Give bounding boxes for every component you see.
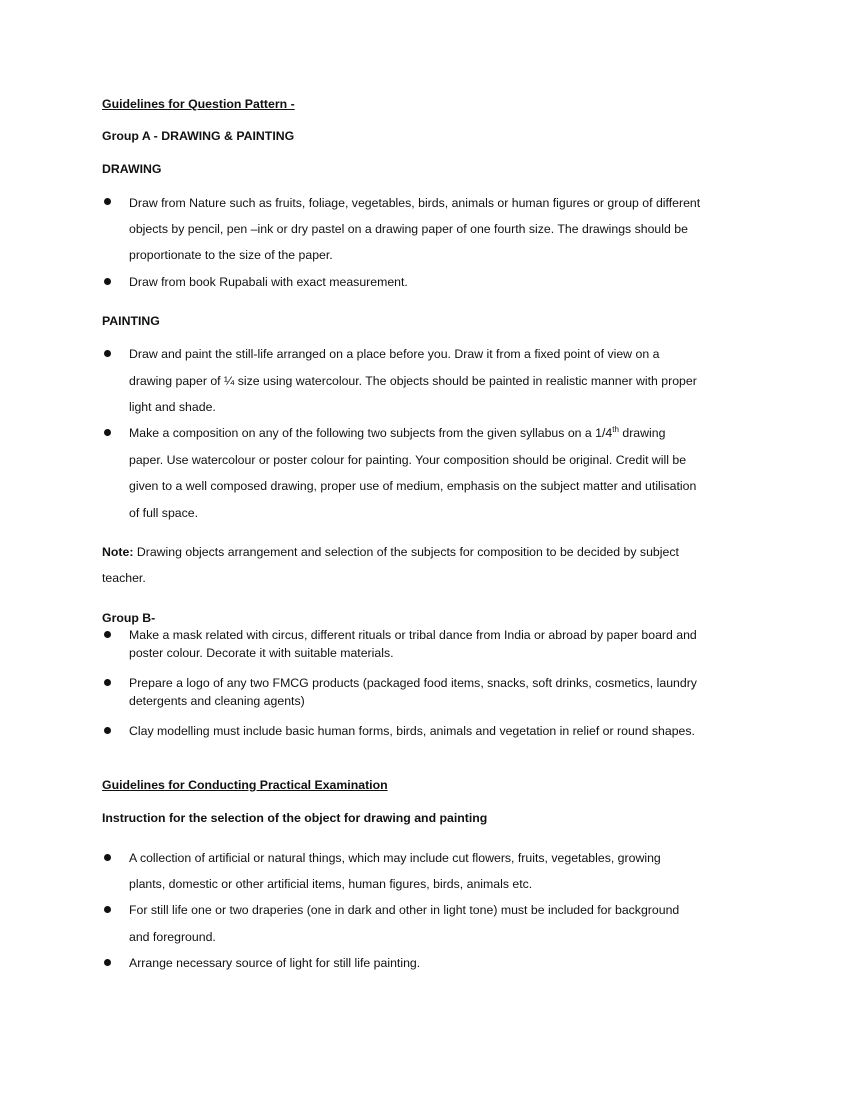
list-item-line: of full space. <box>129 506 199 520</box>
list-item-line: Arrange necessary source of light for still life painting. <box>129 956 421 970</box>
list-item-line: proportionate to the size of the paper. <box>129 248 333 262</box>
list-item-line: Draw from book Rupabali with exact measurement. <box>129 275 408 289</box>
list-item-line: Draw and paint the still-life arranged on a place before you. Draw it from a fixed point of view on a <box>129 347 660 361</box>
drawing-title: DRAWING <box>102 162 162 176</box>
bullet <box>104 679 111 686</box>
bullet <box>104 198 111 205</box>
note-label: Note: <box>102 545 134 559</box>
list-item-line <box>129 425 665 441</box>
bullet <box>104 631 111 638</box>
list-item-line: paper. Use watercolour or poster colour for painting. Your composition should be original. Credit will be <box>129 453 687 467</box>
list-item-line: Make a mask related with circus, different rituals or tribal dance from India or abroad by paper board and <box>129 628 697 642</box>
list-item-line: Draw from Nature such as fruits, foliage, vegetables, birds, animals or human figures or group of different <box>129 196 701 210</box>
list-item-line: Clay modelling must include basic human forms, birds, animals and vegetation in relief or round shapes. <box>129 724 695 738</box>
list-item-line: Prepare a logo of any two FMCG products (packaged food items, snacks, soft drinks, cosmetics, laundry <box>129 676 697 690</box>
line-text: Make a composition on any of the following two subjects from the given syllabus on a 1/4 <box>129 426 613 440</box>
superscript: th <box>612 424 619 434</box>
list-item-line: given to a well composed drawing, proper use of medium, emphasis on the subject matter and utilisation <box>129 479 697 493</box>
list-item-line: A collection of artificial or natural things, which may include cut flowers, fruits, vegetables, growing <box>129 851 661 865</box>
group-b-title: Group B- <box>102 611 156 625</box>
bullet <box>104 959 111 966</box>
heading-practical-exam: Guidelines for Conducting Practical Examination <box>102 778 388 792</box>
list-item-line: For still life one or two draperies (one in dark and other in light tone) must be included for background <box>129 903 680 917</box>
list-item-line: and foreground. <box>129 930 216 944</box>
bullet <box>104 906 111 913</box>
painting-title: PAINTING <box>102 314 160 328</box>
list-item-line: plants, domestic or other artificial items, human figures, birds, animals etc. <box>129 877 533 891</box>
list-item-line: detergents and cleaning agents) <box>129 694 305 708</box>
note <box>102 544 679 560</box>
bullet <box>104 854 111 861</box>
bullet <box>104 350 111 357</box>
list-item-line: poster colour. Decorate it with suitable materials. <box>129 646 394 660</box>
bullet <box>104 727 111 734</box>
line-text: drawing <box>618 426 666 440</box>
list-item-line: objects by pencil, pen –ink or dry pastel on a drawing paper of one fourth size. The drawings should be <box>129 222 688 236</box>
note-text: Drawing objects arrangement and selection of the subjects for composition to be decided by subject <box>133 545 679 559</box>
bullet <box>104 278 111 285</box>
group-a-title: Group A - DRAWING & PAINTING <box>102 129 295 143</box>
list-item-line: light and shade. <box>129 400 216 414</box>
note-text-continued: teacher. <box>102 571 146 585</box>
instruction-title: Instruction for the selection of the object for drawing and painting <box>102 811 488 825</box>
heading-question-pattern: Guidelines for Question Pattern - <box>102 97 295 111</box>
list-item-line: drawing paper of ¼ size using watercolour. The objects should be painted in realistic manner with proper <box>129 374 697 388</box>
bullet <box>104 429 111 436</box>
